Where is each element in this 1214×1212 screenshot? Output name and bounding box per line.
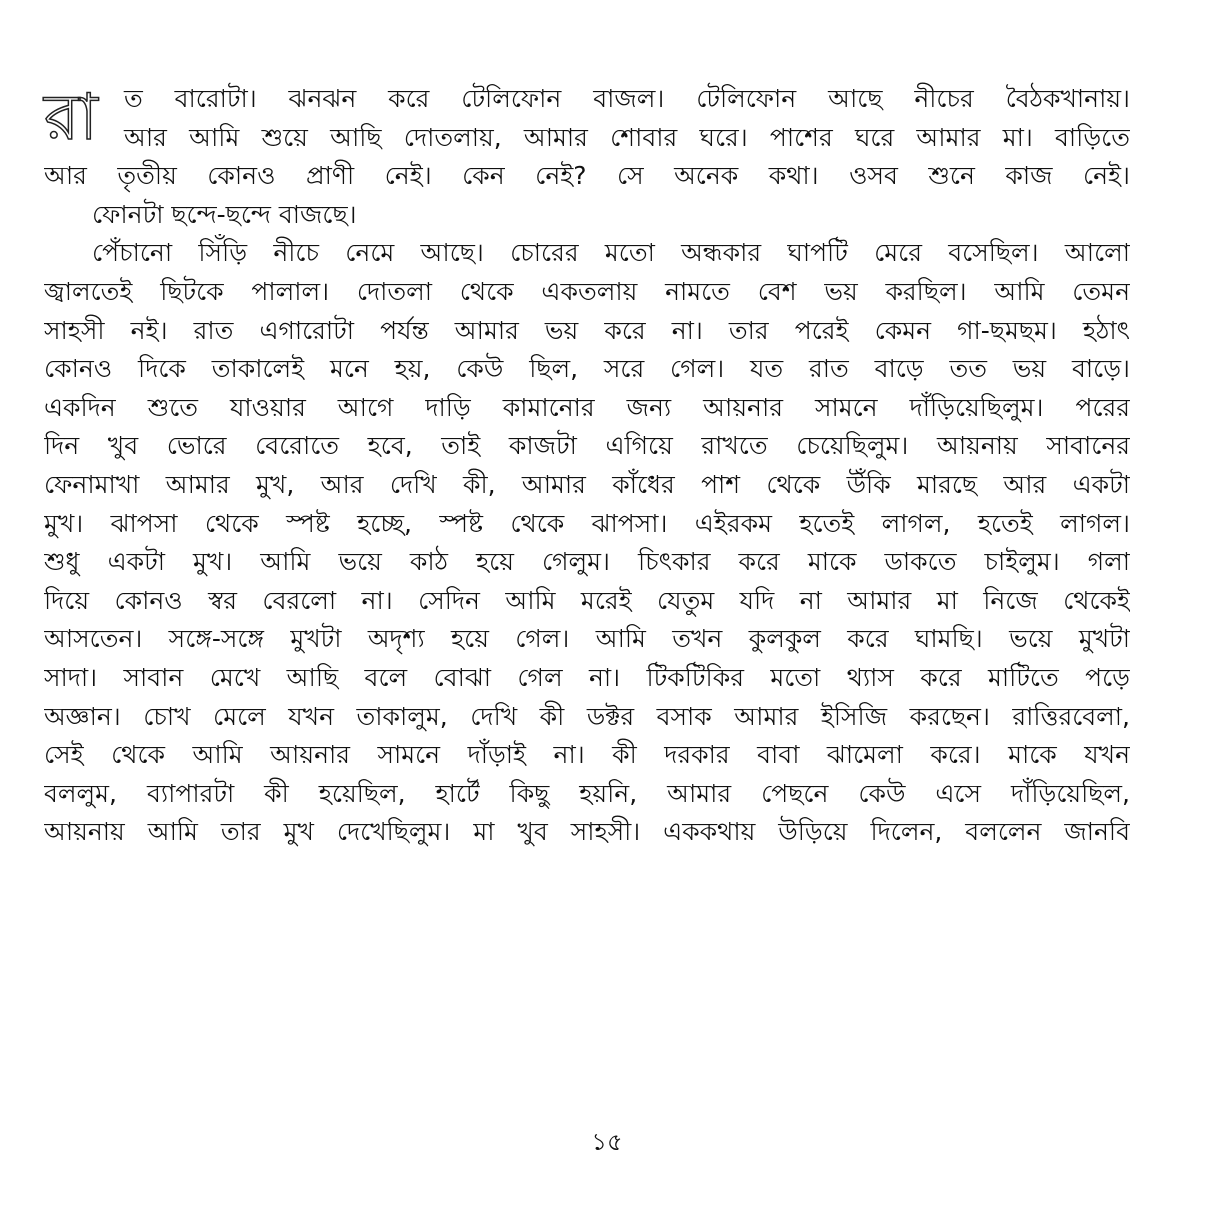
text-line: দিয়ে কোনও স্বর বেরলো না। সেদিন আমি মরেই যেতুম যদি না আমার মা নিজে থেকেই [44, 585, 1130, 615]
text-line: সাদা। সাবান মেখে আছি বলে বোঝা গেল না। টিকটিকির মতো থ্যাস করে মাটিতে পড়ে [44, 662, 1130, 692]
drop-cap: রা [44, 81, 98, 155]
text-line: মুখ। ঝাপসা থেকে স্পষ্ট হচ্ছে, স্পষ্ট থেকে ঝাপসা। এইরকম হতেই লাগল, হতেই লাগল। [44, 508, 1130, 538]
text-line: ফেনামাখা আমার মুখ, আর দেখি কী, আমার কাঁধের পাশ থেকে উঁকি মারছে আর একটা [44, 469, 1130, 499]
text-line: আসতেন। সঙ্গে-সঙ্গে মুখটা অদৃশ্য হয়ে গেল। আমি তখন কুলকুল করে ঘামছি। ভয়ে মুখটা [44, 624, 1130, 654]
text-line: ত বারোটা। ঝনঝন করে টেলিফোন বাজল। টেলিফোন আছে নীচের বৈঠকখানায়। [124, 84, 1130, 113]
text-line: জ্বালতেই ছিটকে পালাল। দোতলা থেকে একতলায় নামতে বেশ ভয় করছিল। আমি তেমন [44, 276, 1130, 306]
text-line: পেঁচানো সিঁড়ি নীচে নেমে আছে। চোরের মতো অন্ধকার ঘাপটি মেরে বসেছিল। আলো [92, 238, 1130, 268]
text-line: আর তৃতীয় কোনও প্রাণী নেই। কেন নেই? সে অনেক কথা। ওসব শুনে কাজ নেই। [44, 161, 1130, 191]
text-line: শুধু একটা মুখ। আমি ভয়ে কাঠ হয়ে গেলুম। চিৎকার করে মাকে ডাকতে চাইলুম। গলা [44, 547, 1130, 577]
text-line: অজ্ঞান। চোখ মেলে যখন তাকালুম, দেখি কী ডক্টর বসাক আমার ইসিজি করছেন। রাত্তিরবেলা, [44, 701, 1130, 731]
text-line: আয়নায় আমি তার মুখ দেখেছিলুম। মা খুব সাহসী। এককথায় উড়িয়ে দিলেন, বললেন জানবি [44, 817, 1130, 847]
text-line: দিন খুব ভোরে বেরোতে হবে, তাই কাজটা এগিয়ে রাখতে চেয়েছিলুম। আয়নায় সাবানের [44, 431, 1130, 461]
body-text [44, 80, 1130, 852]
text-line: কোনও দিকে তাকালেই মনে হয়, কেউ ছিল, সরে গেল। যত রাত বাড়ে তত ভয় বাড়ে। [44, 354, 1130, 384]
text-line: সেই থেকে আমি আয়নার সামনে দাঁড়াই না। কী দরকার বাবা ঝামেলা করে। মাকে যখন [44, 740, 1130, 770]
text-line: সাহসী নই। রাত এগারোটা পর্যন্ত আমার ভয় করে না। তার পরেই কেমন গা-ছমছম। হঠাৎ [44, 315, 1130, 345]
text-line: একদিন শুতে যাওয়ার আগে দাড়ি কামানোর জন্য আয়নার সামনে দাঁড়িয়েছিলুম। পরের [44, 392, 1130, 422]
text-line: ফোনটা ছন্দে-ছন্দে বাজছে। [92, 199, 357, 229]
text-line: বললুম, ব্যাপারটা কী হয়েছিল, হার্টে কিছু হয়নি, আমার পেছনে কেউ এসে দাঁড়িয়েছিল, [44, 778, 1130, 808]
text-line: আর আমি শুয়ে আছি দোতলায়, আমার শোবার ঘরে। পাশের ঘরে আমার মা। বাড়িতে [124, 122, 1130, 152]
page-number: ১৫ [591, 1128, 623, 1156]
